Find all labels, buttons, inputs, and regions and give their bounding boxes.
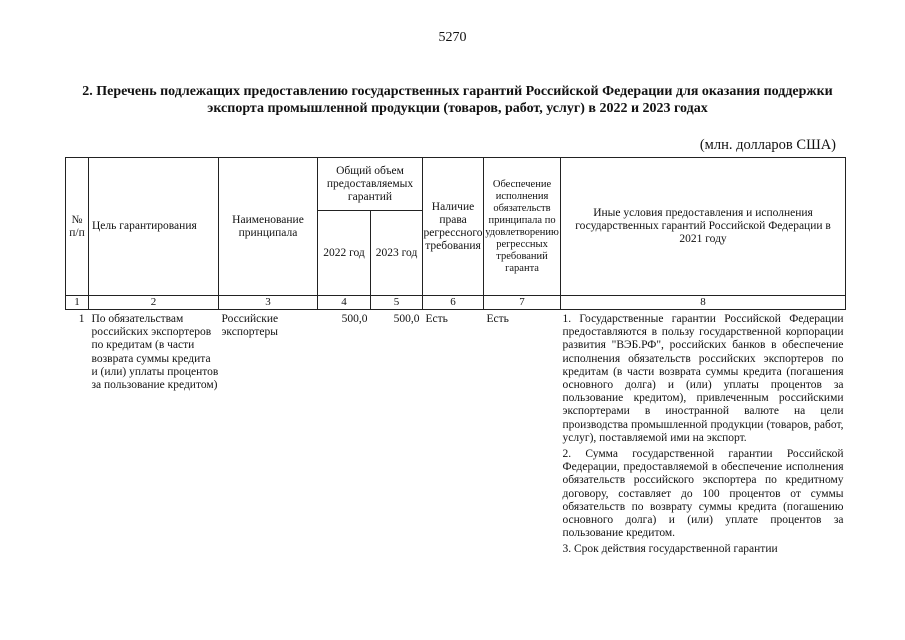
row-principal: Российские экспортеры [221,313,279,339]
column-number: 3 [219,296,318,310]
header-purpose: Цель гарантирования [89,158,219,296]
guarantees-table [65,157,846,560]
row-volume-2023: 500,0 [393,313,420,325]
condition-paragraph: 1. Государственные гарантии Российской Федерации предоставляются в пользу государственной корпорации развития "ВЭБ.РФ", российских банков в обеспечение исполнения обязательств российских экспортеров по кредитам (в части возврата суммы кредита (погашения основного долга) и (или) уплаты процентов за пользование кредитом), привлеченным российскими экспортерами в иностранной валюте на цели производства промышленной продукции (товаров, работ, услуг), поставляемой ими на экспорт. [562,313,844,444]
row-conditions [561,310,846,560]
document-title: 2. Перечень подлежащих предоставлению государственных гарантий Российской Федерации для оказания поддержки экспорта промышленной продукции (товаров, работ, услуг) в 2022 и 2023 годах [82,84,833,116]
column-number: 4 [318,296,371,310]
header-year-2022: 2022 год [318,211,371,296]
units-label: (млн. долларов США) [699,137,836,153]
condition-paragraph: 2. Сумма государственной гарантии Российской Федерации, предоставляемой в обеспечение исполнения обязательств российского экспортера по кредитному договору, составляет до 100 процентов от суммы обязательств по возврату суммы кредита (погашению основного долга) и (или) уплате процентов за пользование кредитом. [562,448,844,540]
header-num: № п/п [66,158,89,296]
column-number: 8 [561,296,846,310]
column-number: 1 [66,296,89,310]
condition-paragraph: 3. Срок действия государственной гарантии [562,543,778,556]
header-other-conditions: Иные условия предоставления и исполнения государственных гарантий Российской Федерации в 2021 году [561,158,846,296]
header-year-2023: 2023 год [371,211,423,296]
column-number: 5 [371,296,423,310]
table-row [66,310,846,560]
column-number: 2 [89,296,219,310]
column-number: 7 [484,296,561,310]
row-num: 1 [78,313,85,325]
row-purpose: По обязательствам российских экспортеров по кредитам (в части возврата суммы кредита и (или) уплаты процентов за пользование кредитом) [91,313,219,392]
header-principal: Наименование принципала [219,158,318,296]
page-number: 5270 [438,30,467,45]
header-regress: Наличие права регрессного требования [423,158,484,296]
column-number: 6 [423,296,484,310]
row-security: Есть [486,313,509,325]
header-security: Обеспечение исполнения обязательств принципала по удовлетворению регрессных требований гаранта [484,158,561,296]
row-volume-2022: 500,0 [341,313,368,325]
row-regress: Есть [425,313,448,325]
header-volume: Общий объем предоставляемых гарантий [318,158,423,211]
